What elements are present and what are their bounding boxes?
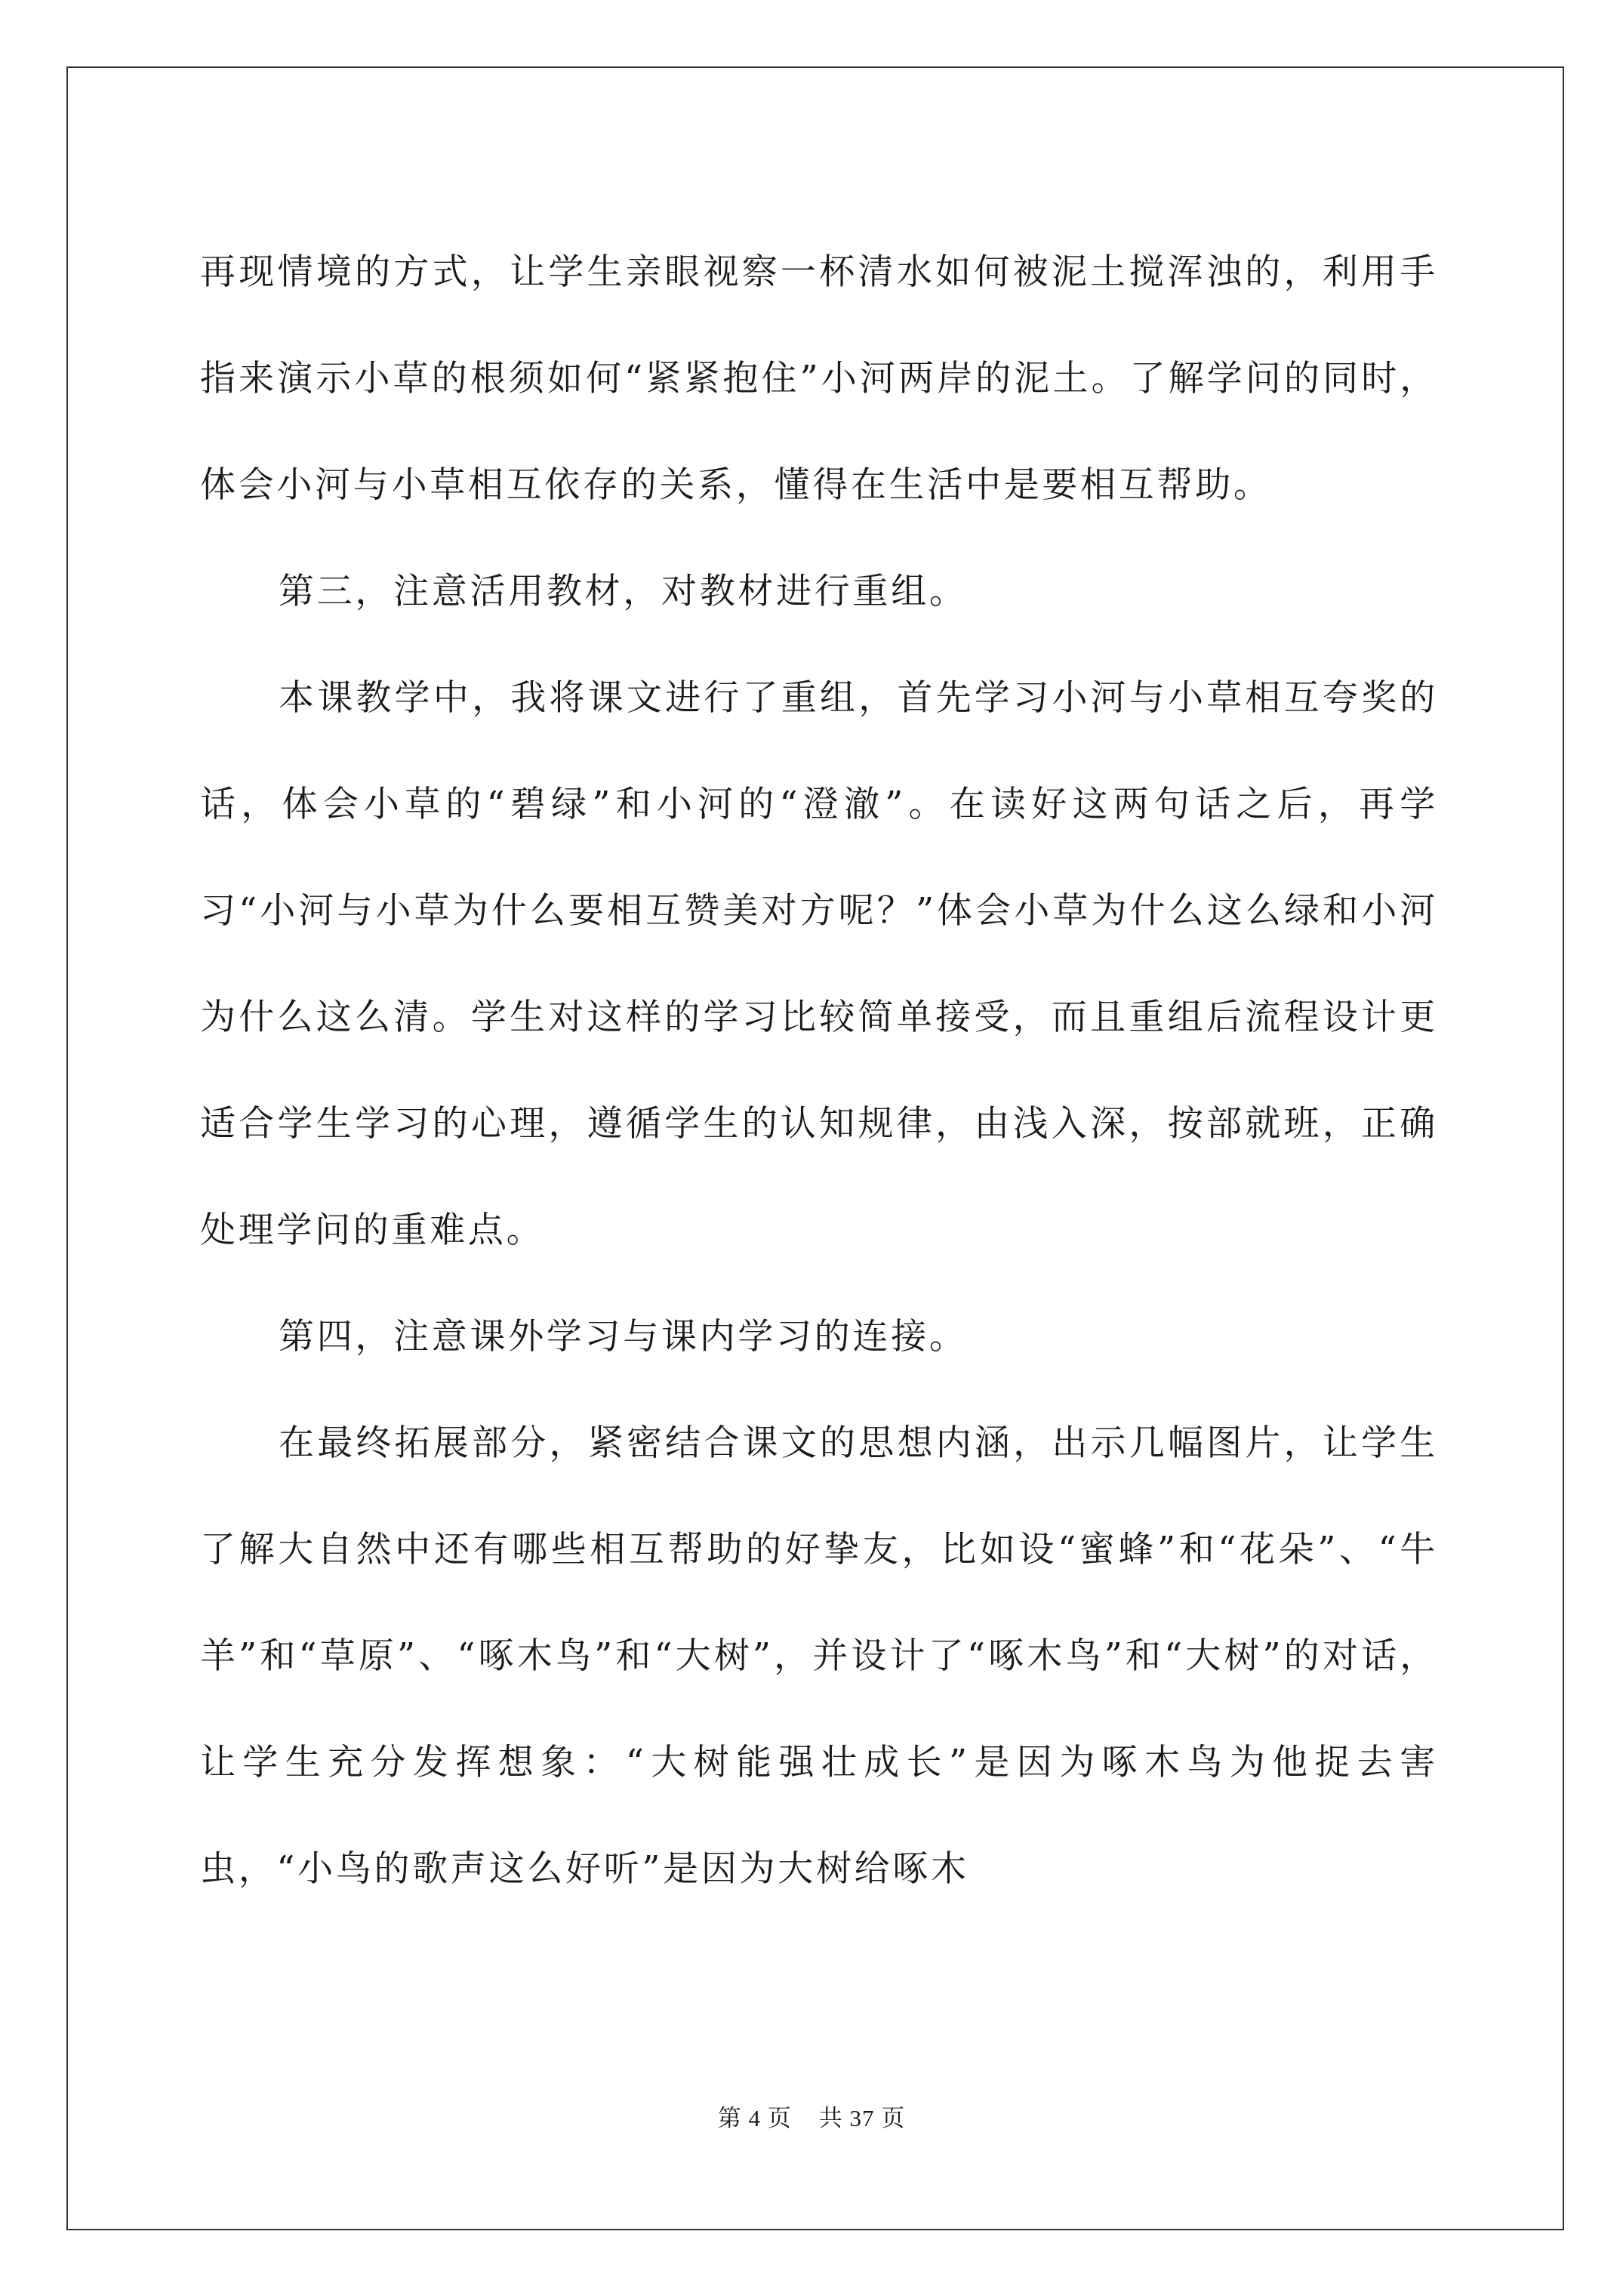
page-footer bbox=[0, 2099, 1623, 2133]
paragraph-heading: 第三，注意活用教材，对教材进行重组。 bbox=[279, 571, 968, 612]
page-number: 第 4 页 bbox=[717, 2105, 792, 2131]
paragraph: 本课教学中，我将课文进行了重组，首先学习小河与小草相互夸奖的话，体会小草的“碧绿”和小河的“澄澈”。在读好这两句话之后，再学习“小河与小草为什么要相互赞美对方呢？”体会小草为什么这么绿和小河为什么这么清。学生对这样的学习比较简单接受，而且重组后流程设计更适合学生学习的心理，遵循学生的认知规律，由浅入深，按部就班，正确处理学问的重难点。 bbox=[200, 677, 1438, 1251]
paragraph-heading: 第四，注意课外学习与课内学习的连接。 bbox=[279, 1316, 968, 1358]
document-body bbox=[200, 219, 1438, 1922]
page-total: 共 37 页 bbox=[818, 2105, 906, 2131]
paragraph: 在最终拓展部分，紧密结合课文的思想内涵，出示几幅图片，让学生了解大自然中还有哪些相互帮助的好挚友，比如设“蜜蜂”和“花朵”、“牛羊”和“草原”、“啄木鸟”和“大树”，并设计了“啄木鸟”和“大树”的对话，让学生充分发挥想象：“大树能强壮成长”是因为啄木鸟为他捉去害虫，“小鸟的歌声这么好听”是因为大树给啄木 bbox=[200, 1422, 1438, 1890]
paragraph: 再现情境的方式，让学生亲眼视察一杯清水如何被泥土搅浑浊的，利用手指来演示小草的根须如何“紧紧抱住”小河两岸的泥土。了解学问的同时，体会小河与小草相互依存的关系，懂得在生活中是要相互帮助。 bbox=[200, 251, 1438, 506]
